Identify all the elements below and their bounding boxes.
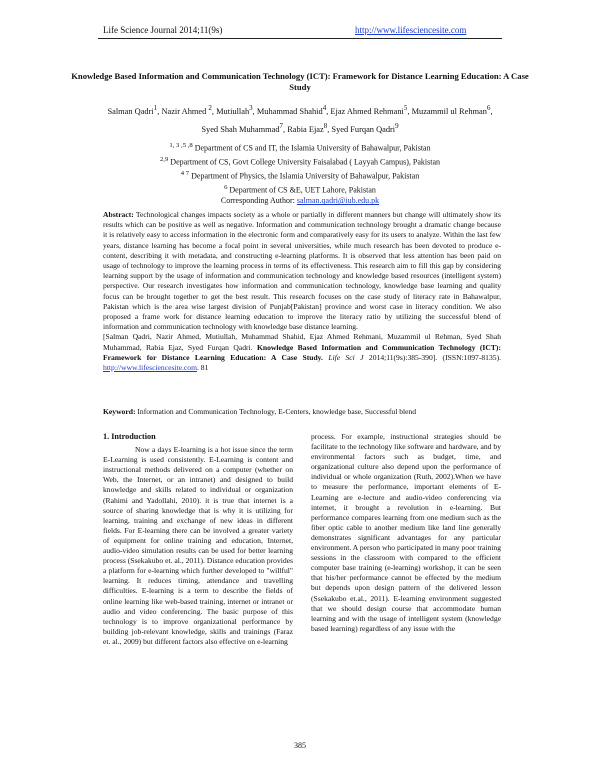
author: Syed Furqan Qadri$^9$ [331,121,399,134]
keywords-label: Keyword: [103,407,136,416]
affiliation: $^{1, 3 ,5 ,8}$ Department of CS and IT, the Islamia University of Bahawalpur, Pakistan [169,142,431,153]
author: Mutiullah$^3$ [216,104,253,116]
journal-website-link[interactable]: http://www.lifesciencesite.com [355,25,467,35]
citation: [Salman Qadri, Nazir Ahmed, Mutiullah, Muhammad Shahid, Ejaz Ahmed Rehmani, Muzammil ul Rehman, Syed Shah Muhammad, Rabia Ejaz, Syed Furqan Qadri. Knowledge Based Information and Communication Technology (ICT): Framework for Distance Learning Education: A Case Study. Life Sci J 2014;11(9s):385-390]. (ISSN:1097-8135). http://www.lifesciencesite.com. 81 [103,332,501,373]
author-list: Salman Qadri$^1$, Nazir Ahmed $^2$, Mutiullah$^3$, Muhammad Shahid$^4$, Ejaz Ahmed Rehmani$^5$, Muzammil ul Rehman$^6$, Syed Shah Muhammad$^7$, Rabia Ejaz$^8$, Syed Furqan Qadri$^9$ [107,104,493,134]
header-rule [98,38,502,39]
journal-header: Life Science Journal 2014;11(9s) [103,25,223,35]
citation-url-link[interactable]: http://www.lifesciencesite.com [103,363,197,373]
body-column-left [103,432,293,647]
citation-journal: Life Sci J [328,352,364,362]
abstract-text: Technological changes impacts society as a whole or partially in different manners but change will ultimately show its results which can be positive as well as negative. Information and communication technology brought a dramatic change because it is relatively easy to access information in the electronic form and comparatively easy for its users to analyze. Within the last few years, distance learning has become a focal point in several universities, while much research has been devoted to produce e-content, describing it with metadata, and constructing e-learning platforms. It is observed that less attention has been paid on usage of technology to improve the learning process in terms of its effectiveness. This research aim to fill this gap by considering learning support by the usage of information and communication technology and knowledge based resources (intelligent system) perspective. Our research investigates how information and communication technology, knowledge base learning and quality focus can be brought together to get the best result. This research focuses on the case study of literacy rate in Bahawalpur, Pakistan which is the area wise largest division of Punjab[Pakistan] province and worst case in literacy condition. We also proposed a frame work for distance learning education to improve the literacy ratio by utilizing the successful blend of information and communication technology with knowledge base distance learning. [103,210,501,332]
author: Nazir Ahmed $^2$ [161,104,212,116]
author: Rabia Ejaz$^8$ [287,121,328,134]
page-number: 385 [294,741,306,750]
body-column-right [311,432,501,634]
corresponding-author: Corresponding Author: salman.qadri@iub.edu.pk [220,196,380,206]
body-paragraph: process. For example, instructional strategies should be facilitate to the technology like software and hardware, and by environmental factors such as budget, time, and organizational culture also depend upon the performance of individual or whole organization (Ruth, 2002).When we have to measure the performance, important elements of E-Learning are e-lecture and audio-video conferencing via internet, it brought a revolution in e-learning. But performance compares learning from one medium such as the fiber optic cable to another medium like land line generally demonstrates significant advantages for any particular environment. A person who participated in many poor training sessions in the classroom with compared to the efficient computer base training (e-learning) workshop, it can be seen that his/her performance cannot be effected by the medium but depends upon design pattern of the delivered lesson (Ssekakubo et.al., 2011). E-learning environment suggested that we should design course that accommodate human learning and with the usage of intelligent system (knowledge based learning) regardless of any issue with the [311,432,501,633]
affiliation: $^{2,9}$ Department of CS, Govt College University Faisalabad ( Layyah Campus), Pakistan [159,155,441,167]
keywords [103,407,501,417]
author: Salman Qadri$^1$ [107,104,158,116]
author: Ejaz Ahmed Rehmani$^5$ [330,104,408,116]
citation-title: Knowledge Based Information and Communication Technology (ICT): Framework for Distance Learning Education: A Case Study. [103,342,501,362]
author: Muzammil ul Rehman$^6$ [411,104,491,116]
abstract-body [103,210,501,332]
affiliation: $^{4 7}$ Department of Physics, the Islamia University of Bahawalpur, Pakistan [180,169,420,181]
author-email-link[interactable]: salman.qadri@iub.edu.pk [296,196,380,206]
abstract-label: Abstract: [103,210,134,219]
keywords-text: Information and Communication Technology, E-Centers, knowledge base, Successful blend [137,407,417,416]
section-heading: 1. Introduction [103,432,156,441]
affiliation: $^6$ Department of CS &E, UET Lahore, Pakistan [224,183,376,195]
paper-title: Knowledge Based Information and Communication Technology (ICT): Framework for Distance Learning Education: A Case Study [71,71,529,92]
abstract [103,210,501,373]
author: Muhammad Shahid$^4$ [256,104,327,116]
author: Syed Shah Muhammad$^7$ [201,121,284,134]
affiliations [100,140,500,207]
body-paragraph: Now a days E-learning is a hot issue since the term E-Learning is used consistently. E-Learning is content and instructional methods delivered on a computer (whether on Web, the Internet, or an intranet) and designed to build knowledge and skills related to individual or organization (Rahimi and Yadollahi, 2010). it is true that internet is a source of sharing knowledge that is why it is utilizing for learning, training and exchange of new ideas in different fields. For E-learning there can be involved a greater variety of equipment for online training and education, Internet, audio-video simulation results can be used for better learning process (Ssekakubo et. al., 2011). Distance education provides a platform for e-learning which further developed to "willful" learning. It reduces timing, attendance and travelling difficulties. E-learning is a term to describe the fields of online learning like web-based training, internet or intranet or audio and video conferencing. The basic purpose of this technology is to improve organizational performance by building job-relevant knowledge, skills and trainings (Faraz et. al., 2009) but different factors also effective on e-learning [103,445,293,646]
